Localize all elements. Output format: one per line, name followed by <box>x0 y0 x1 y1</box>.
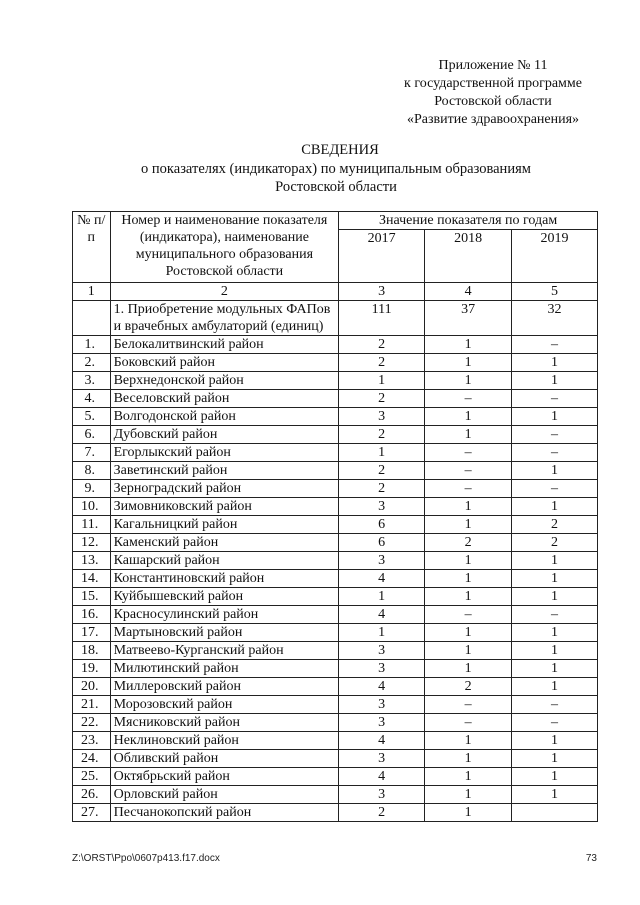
value-2019: 1 <box>512 372 598 390</box>
value-2019: – <box>512 336 598 354</box>
table-row <box>73 516 598 534</box>
district-name: Зерноградский район <box>110 480 339 498</box>
indicator-num-cell <box>73 301 111 336</box>
value-2019: 1 <box>512 588 598 606</box>
row-number: 23. <box>73 732 111 750</box>
value-2018: 2 <box>425 534 512 552</box>
row-number: 14. <box>73 570 111 588</box>
district-name: Верхнедонской район <box>110 372 339 390</box>
table-row <box>73 678 598 696</box>
value-2019: 1 <box>512 498 598 516</box>
value-2018: 1 <box>425 588 512 606</box>
district-name: Кашарский район <box>110 552 339 570</box>
district-name: Заветинский район <box>110 462 339 480</box>
header-year-2019: 2019 <box>512 230 598 283</box>
district-name: Веселовский район <box>110 390 339 408</box>
row-number: 19. <box>73 660 111 678</box>
value-2019: – <box>512 714 598 732</box>
value-2017: 2 <box>339 804 425 822</box>
table-row <box>73 624 598 642</box>
district-name: Мясниковский район <box>110 714 339 732</box>
value-2017: 4 <box>339 570 425 588</box>
row-number: 11. <box>73 516 111 534</box>
row-number: 21. <box>73 696 111 714</box>
value-2017: 3 <box>339 642 425 660</box>
row-number: 2. <box>73 354 111 372</box>
value-2018: 1 <box>425 354 512 372</box>
row-number: 12. <box>73 534 111 552</box>
value-2019: 1 <box>512 750 598 768</box>
table-row <box>73 768 598 786</box>
index-cell: 4 <box>425 283 512 301</box>
value-2017: 2 <box>339 462 425 480</box>
district-name: Красносулинский район <box>110 606 339 624</box>
value-2017: 3 <box>339 786 425 804</box>
value-2017: 3 <box>339 696 425 714</box>
value-2018: 1 <box>425 516 512 534</box>
value-2019: 1 <box>512 408 598 426</box>
value-2019: – <box>512 426 598 444</box>
indicator-value-2017: 111 <box>339 301 425 336</box>
row-number: 8. <box>73 462 111 480</box>
value-2017: 2 <box>339 426 425 444</box>
row-number: 25. <box>73 768 111 786</box>
value-2019: – <box>512 444 598 462</box>
indicators-table <box>72 211 598 822</box>
header-year-2017: 2017 <box>339 230 425 283</box>
row-number: 22. <box>73 714 111 732</box>
value-2018: – <box>425 696 512 714</box>
row-number: 4. <box>73 390 111 408</box>
value-2018: 1 <box>425 570 512 588</box>
value-2017: 3 <box>339 714 425 732</box>
indicator-name: 1. Приобретение модульных ФАПов и врачебных амбулаторий (единиц) <box>110 301 339 336</box>
value-2017: 4 <box>339 768 425 786</box>
row-number: 7. <box>73 444 111 462</box>
value-2017: 1 <box>339 588 425 606</box>
district-name: Каменский район <box>110 534 339 552</box>
value-2018: 1 <box>425 732 512 750</box>
value-2017: 1 <box>339 624 425 642</box>
value-2019 <box>512 804 598 822</box>
table-row <box>73 642 598 660</box>
table-row <box>73 498 598 516</box>
value-2017: 2 <box>339 480 425 498</box>
district-name: Волгодонской район <box>110 408 339 426</box>
table-row <box>73 426 598 444</box>
value-2018: – <box>425 462 512 480</box>
value-2017: 1 <box>339 444 425 462</box>
value-2019: 1 <box>512 786 598 804</box>
table-row <box>73 534 598 552</box>
appendix-line-3: Ростовской области <box>434 94 552 109</box>
district-name: Зимовниковский район <box>110 498 339 516</box>
index-cell: 3 <box>339 283 425 301</box>
appendix-line-4: «Развитие здравоохранения» <box>406 112 580 127</box>
value-2017: 3 <box>339 408 425 426</box>
row-number: 18. <box>73 642 111 660</box>
district-name: Кагальницкий район <box>110 516 339 534</box>
table-row <box>73 408 598 426</box>
value-2019: 1 <box>512 642 598 660</box>
table-row <box>73 552 598 570</box>
table-row <box>73 732 598 750</box>
value-2019: – <box>512 480 598 498</box>
header-num: № п/п <box>73 212 111 283</box>
document-subtitle-line-1: о показателях (индикаторах) по муниципальным образованиям <box>141 161 531 177</box>
value-2017: 3 <box>339 750 425 768</box>
value-2019: 1 <box>512 570 598 588</box>
value-2018: 1 <box>425 408 512 426</box>
value-2018: 1 <box>425 750 512 768</box>
district-name: Милютинский район <box>110 660 339 678</box>
value-2019: – <box>512 606 598 624</box>
value-2018: 1 <box>425 552 512 570</box>
district-name: Морозовский район <box>110 696 339 714</box>
appendix-line-2: к государственной программе <box>404 76 582 91</box>
district-name: Октябрьский район <box>110 768 339 786</box>
value-2018: 1 <box>425 660 512 678</box>
value-2019: 1 <box>512 552 598 570</box>
value-2017: 3 <box>339 660 425 678</box>
district-name: Белокалитвинский район <box>110 336 339 354</box>
value-2018: 1 <box>425 804 512 822</box>
value-2018: – <box>425 390 512 408</box>
value-2017: 2 <box>339 390 425 408</box>
value-2018: – <box>425 714 512 732</box>
value-2019: – <box>512 696 598 714</box>
indicator-value-2018: 37 <box>425 301 512 336</box>
table-row <box>73 372 598 390</box>
value-2017: 4 <box>339 678 425 696</box>
row-number: 17. <box>73 624 111 642</box>
value-2019: 1 <box>512 732 598 750</box>
row-number: 10. <box>73 498 111 516</box>
district-name: Мартыновский район <box>110 624 339 642</box>
table-row <box>73 480 598 498</box>
row-number: 15. <box>73 588 111 606</box>
table-row <box>73 606 598 624</box>
row-number: 13. <box>73 552 111 570</box>
value-2017: 4 <box>339 732 425 750</box>
district-name: Матвеево-Курганский район <box>110 642 339 660</box>
table-row <box>73 804 598 822</box>
table-header-row <box>73 212 598 230</box>
table-row <box>73 462 598 480</box>
table-index-row <box>73 283 598 301</box>
table-row <box>73 444 598 462</box>
header-year-2018: 2018 <box>425 230 512 283</box>
header-name: Номер и наименование показателя (индикатора), наименование муниципального образования Ростовской области <box>110 212 339 283</box>
value-2017: 1 <box>339 372 425 390</box>
value-2018: 1 <box>425 426 512 444</box>
value-2017: 3 <box>339 552 425 570</box>
index-cell: 5 <box>512 283 598 301</box>
indicator-value-2019: 32 <box>512 301 598 336</box>
district-name: Боковский район <box>110 354 339 372</box>
table-row <box>73 714 598 732</box>
value-2019: 1 <box>512 462 598 480</box>
value-2018: – <box>425 606 512 624</box>
appendix-line-1: Приложение № 11 <box>438 58 548 73</box>
table-row <box>73 354 598 372</box>
footer-file-path: Z:\ORST\Ppo\0607p413.f17.docx <box>72 853 220 864</box>
row-number: 6. <box>73 426 111 444</box>
value-2018: 1 <box>425 372 512 390</box>
table-row <box>73 696 598 714</box>
row-number: 20. <box>73 678 111 696</box>
row-number: 16. <box>73 606 111 624</box>
value-2017: 2 <box>339 336 425 354</box>
value-2017: 2 <box>339 354 425 372</box>
value-2018: 1 <box>425 498 512 516</box>
value-2019: – <box>512 390 598 408</box>
row-number: 26. <box>73 786 111 804</box>
value-2019: 1 <box>512 660 598 678</box>
table-row <box>73 336 598 354</box>
value-2019: 1 <box>512 354 598 372</box>
index-cell: 2 <box>110 283 339 301</box>
appendix-header <box>404 57 582 129</box>
table-row <box>73 750 598 768</box>
district-name: Дубовский район <box>110 426 339 444</box>
row-number: 24. <box>73 750 111 768</box>
document-subtitle-line-2: Ростовской области <box>275 179 397 195</box>
index-cell: 1 <box>73 283 111 301</box>
value-2018: 1 <box>425 624 512 642</box>
value-2019: 1 <box>512 678 598 696</box>
value-2018: 2 <box>425 678 512 696</box>
value-2018: 1 <box>425 336 512 354</box>
value-2019: 2 <box>512 516 598 534</box>
district-name: Орловский район <box>110 786 339 804</box>
row-number: 1. <box>73 336 111 354</box>
document-title: СВЕДЕНИЯ <box>301 142 379 158</box>
value-2018: 1 <box>425 642 512 660</box>
value-2017: 6 <box>339 534 425 552</box>
value-2018: 1 <box>425 786 512 804</box>
value-2017: 3 <box>339 498 425 516</box>
value-2018: 1 <box>425 768 512 786</box>
district-name: Миллеровский район <box>110 678 339 696</box>
district-name: Егорлыкский район <box>110 444 339 462</box>
row-number: 27. <box>73 804 111 822</box>
district-name: Обливский район <box>110 750 339 768</box>
table-row <box>73 660 598 678</box>
header-values-title: Значение показателя по годам <box>339 212 598 230</box>
value-2019: 2 <box>512 534 598 552</box>
value-2018: – <box>425 480 512 498</box>
row-number: 5. <box>73 408 111 426</box>
indicator-row <box>73 301 598 336</box>
value-2017: 4 <box>339 606 425 624</box>
value-2019: 1 <box>512 624 598 642</box>
district-name: Куйбышевский район <box>110 588 339 606</box>
footer-page-number: 73 <box>585 853 597 864</box>
table-row <box>73 588 598 606</box>
district-name: Неклиновский район <box>110 732 339 750</box>
value-2018: – <box>425 444 512 462</box>
row-number: 3. <box>73 372 111 390</box>
table-row <box>73 390 598 408</box>
table-row <box>73 570 598 588</box>
value-2017: 6 <box>339 516 425 534</box>
district-name: Песчанокопский район <box>110 804 339 822</box>
table-row <box>73 786 598 804</box>
district-name: Константиновский район <box>110 570 339 588</box>
value-2019: 1 <box>512 768 598 786</box>
row-number: 9. <box>73 480 111 498</box>
